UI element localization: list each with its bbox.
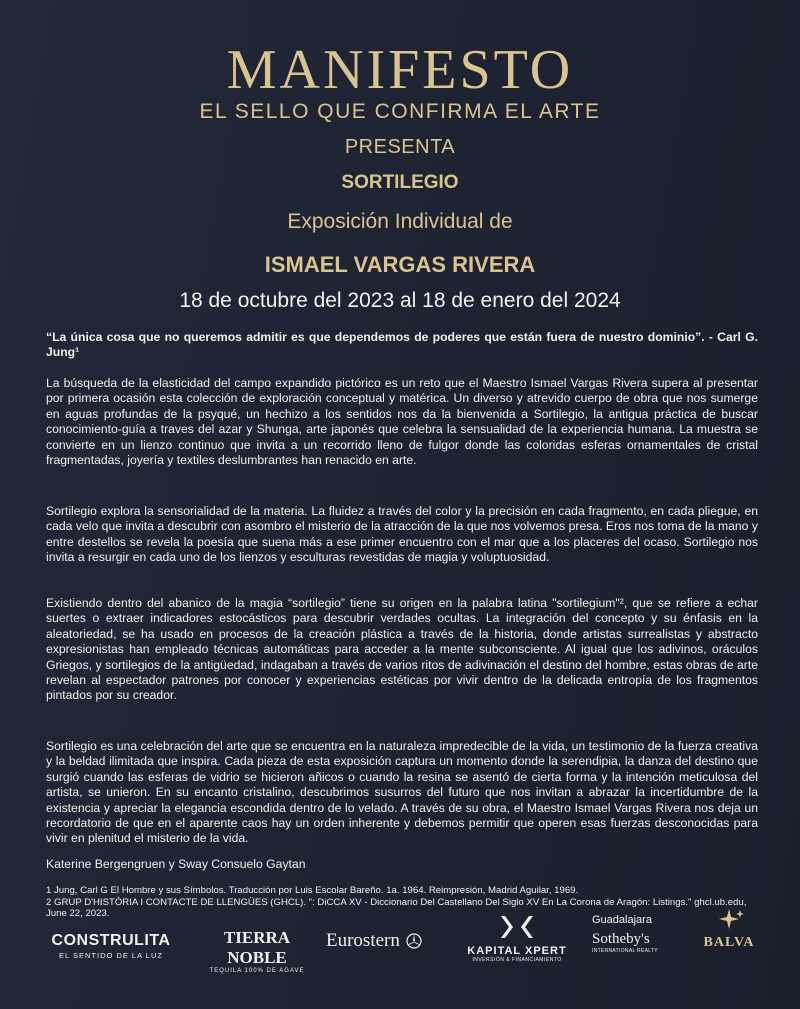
kx-mark-icon <box>495 914 539 940</box>
artist-name: ISMAEL VARGAS RIVERA <box>264 252 536 277</box>
authors-signature: Katerine Bergengruen y Sway Consuelo Gaytan <box>46 857 306 871</box>
exhibition-label: Exposición Individual de <box>287 210 513 233</box>
kapital-tagline: INVERSIÓN & FINANCIAMIENTO <box>472 957 562 963</box>
tierra-noble-tagline: TEQUILA 100% DE AGAVE <box>209 968 305 974</box>
sothebys-tagline: INTERNATIONAL REALTY <box>592 948 658 954</box>
balva-logo <box>696 908 762 951</box>
tierra-noble-name: TIERRA NOBLE <box>223 928 291 967</box>
sponsor-logos <box>0 900 800 974</box>
kapital-name: KAPITAL XPERT <box>467 945 567 957</box>
eurostern-logo <box>326 930 444 952</box>
manifesto-subtitle: EL SELLO QUE CONFIRMA EL ARTE <box>199 100 601 123</box>
construlita-tagline: EL SENTIDO DE LA LUZ <box>59 951 163 960</box>
sothebys-logo <box>592 914 674 954</box>
footnote-2: 2 GRUP D'HISTÒRIA I CONTACTE DE LLENGÜES (GHCL). ": DiCCA XV - Diccionario Del Castellano Del Siglo XV En La Corona de Aragón: Listings." ghcl.ub.edu, June 22, 2023. <box>46 896 747 919</box>
mercedes-star-icon <box>406 933 422 949</box>
manifesto-title: MANIFESTO <box>226 39 574 101</box>
footnote-1: 1 Jung, Carl G El Hombre y sus Símbolos. Traducción por Luis Escolar Bareño. 1a. 1964. Reimpresión, Madrid Aguilar, 1969. <box>46 885 579 896</box>
exhibition-dates: 18 de octubre del 2023 al 18 de enero del 2024 <box>179 289 621 312</box>
kapital-xpert-logo <box>458 914 576 963</box>
paragraph-4: Sortilegio es una celebración del arte que se encuentra en la naturaleza impredecible de la vida, un testimonio de la fuerza creativa y la beldad ilimitada que inspira. Cada pieza de esta exposición captura un momento donde la serendipia, la danza del destino que surgió cuando las esferas de vidrio se hicieron añicos o cuando la resina se asentó de cierta forma y la intención meticulosa del artista, se unieron. En su encanto cristalino, descubrimos susurros del futuro que nos invitan a abrazar la incertidumbre de la existencia y apreciar la elegancia escondida dentro de lo velado. A través de su obra, el Maestro Ismael Vargas Rivera nos deja un recordatorio de que en el aparente caos hay un orden inherente y debemos permitir que operen esas fuerzas desconocidas para vivir en plenitud el misterio de la vida. <box>46 739 758 846</box>
balva-name: BALVA <box>703 935 755 950</box>
construlita-name: CONSTRULITA <box>51 932 171 949</box>
paragraph-1: La búsqueda de la elasticidad del campo expandido pictórico es un reto que el Maestro Ismael Vargas Rivera supera al presentar por primera ocasión esta colección de exploración conceptual y matérica. Un diverso y atrevido cuerpo de obra que nos sumerge en aguas profundas de la psyqué, un hechizo a los sentidos nos da la bienvenida a Sortilegio, la antigua práctica de buscar conocimiento-guía a traves del azar y Shunga, arte japonés que celebra la sensualidad de la experiencia humana. La muestra se convierte en un lienzo continuo que invita a un recorrido lleno de fulgor donde las coloridas esferas ornamentales de cristal fragmentadas, joyería y textiles deslumbrantes han renacido en arte. <box>46 376 758 468</box>
paragraph-2: Sortilegio explora la sensorialidad de la materia. La fluidez a través del color y la precisión en cada fragmento, en cada pliegue, en cada velo que invita a descubrir con asombro el misterio de la atracción de la que nos volvemos presa. Eros nos toma de la mano y entre destellos se revela la poesía que suena más a ese primer encuentro con el mar que a los placeres del ocaso. Sortilegio nos invita a resurgir en cada uno de los lienzos y esculturas revestidas de magia y voluptuosidad. <box>46 504 758 565</box>
jung-quote: “La única cosa que no queremos admitir es que dependemos de poderes que están fuera de nuestro dominio”. - Carl G. Jung¹ <box>46 330 758 360</box>
sparkle-icon <box>714 908 744 930</box>
tierra-noble-logo <box>198 928 316 974</box>
sothebys-city: Guadalajara <box>592 914 652 926</box>
sothebys-name: Sotheby's <box>592 931 650 947</box>
presenta-label: PRESENTA <box>344 136 456 158</box>
show-name: SORTILEGIO <box>341 172 459 193</box>
construlita-logo <box>44 932 178 960</box>
paragraph-3: Existiendo dentro del abanico de la magia “sortilegio” tiene su origen en la palabra latina "sortilegium"², que se refiere a echar suertes o extraer indicadores estocásticos para descubrir verdades ocultas. La integración del concepto y su énfasis en la aleatoriedad, se ha usado en procesos de la creación plástica a través de la historia, donde artistas surrealistas y abstracto expresionistas han empleado técnicas automáticas para acceder a la mente subconsciente. Al igual que los adivinos, oráculos Griegos, y sortilegios de la antigüedad, indagaban a través de varios ritos de adivinación el destino del hombre, estas obras de arte revelan al espectador patrones por conocer y experiencias estéticas por vivir dentro de la delicada entropía de los fragmentos pintados por su creador. <box>46 596 758 703</box>
eurostern-name: Eurostern <box>326 930 400 951</box>
